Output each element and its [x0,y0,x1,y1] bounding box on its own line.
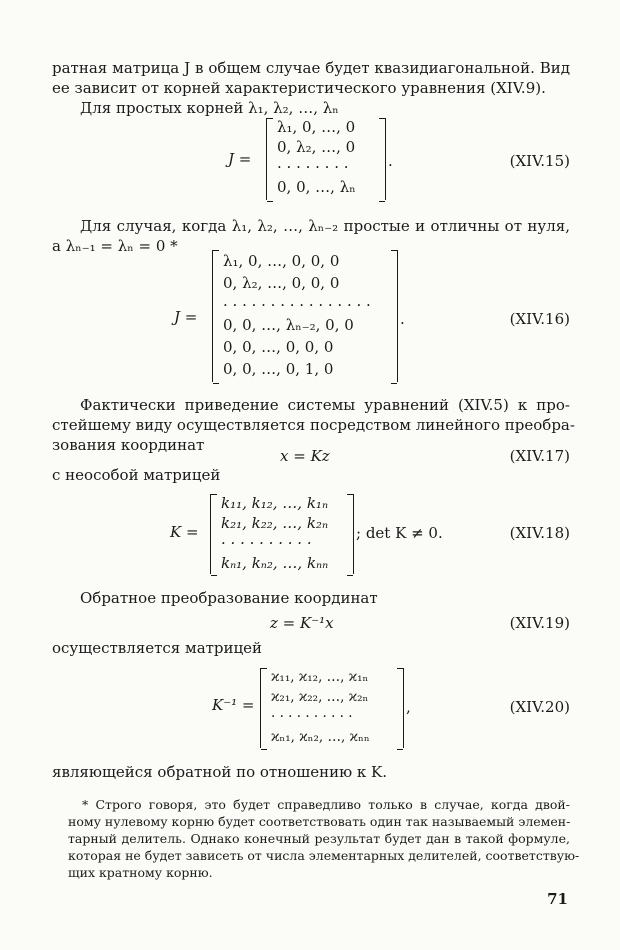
equation-number: (XIV.20) [509,698,570,716]
text-line: Для простых корней λ₁, λ₂, …, λₙ [80,99,339,117]
matrix-j-diagonal [266,118,386,200]
text-line: зования координат [52,436,205,454]
equation-lhs: J = [174,308,198,326]
equation-lhs: J = [228,150,252,168]
equation-lhs: K⁻¹ = [212,696,255,714]
footnote-line: которая не будет зависеть от числа элементарных делителей, соответствую- [68,848,580,863]
matrix-row: ϰₙ₁, ϰₙ₂, …, ϰₙₙ [271,729,370,745]
equation-tail: , [406,698,411,716]
matrix-row: 0, λ₂, …, 0, 0, 0 [223,274,340,292]
matrix-k-inverse [260,668,404,748]
matrix-row: k₁₁, k₁₂, …, k₁ₙ [221,494,329,512]
matrix-row: ϰ₁₁, ϰ₁₂, …, ϰ₁ₙ [271,669,369,685]
equation-number: (XIV.15) [509,152,570,170]
equation-number: (XIV.17) [509,447,570,465]
equation-formula: z = K⁻¹x [270,614,334,632]
matrix-row: ϰ₂₁, ϰ₂₂, …, ϰ₂ₙ [271,689,369,705]
text-line: стейшему виду осуществляется посредством линейного преобра- [52,416,575,434]
text-line: осуществляется матрицей [52,639,263,657]
matrix-row: 0, 0, …, λₙ [277,178,356,196]
matrix-row: · · · · · · · · · · · · · · · · [223,296,371,314]
matrix-row: kₙ₁, kₙ₂, …, kₙₙ [221,554,329,572]
text-line: а λₙ₋₁ = λₙ = 0 * [52,237,178,255]
footnote-line: ному нулевому корню будет соответствовать один так называемый элемен- [68,814,571,829]
matrix-row: 0, 0, …, 0, 0, 0 [223,338,334,356]
text-line: Фактически приведение системы уравнений (XIV.5) к про- [80,396,570,414]
matrix-k [210,494,354,574]
text-line: являющейся обратной по отношению к K. [52,763,388,781]
text-line: ее зависит от корней характеристического уравнения (XIV.9). [52,79,546,97]
footnote-line: * Строго говоря, это будет справедливо только в случае, когда двой- [82,797,570,812]
equation-tail: ; det K ≠ 0. [356,524,443,542]
page-number: 71 [547,890,568,908]
text-line: ратная матрица J в общем случае будет квазидиагональной. Вид [52,59,570,77]
equation-formula: x = Kz [280,447,330,465]
footnote [68,796,580,881]
matrix-row: 0, 0, …, λₙ₋₂, 0, 0 [223,316,354,334]
matrix-row: λ₁, 0, …, 0 [277,118,356,136]
matrix-row: k₂₁, k₂₂, …, k₂ₙ [221,514,329,532]
matrix-row: 0, λ₂, …, 0 [277,138,356,156]
equation-lhs: K = [170,523,199,541]
matrix-row: · · · · · · · · · · [221,534,312,552]
matrix-j-degenerate [212,250,398,382]
matrix-row: 0, 0, …, 0, 1, 0 [223,360,334,378]
equation-number: (XIV.19) [509,614,570,632]
matrix-row: λ₁, 0, …, 0, 0, 0 [223,252,340,270]
equation-number: (XIV.18) [509,524,570,542]
equation-number: (XIV.16) [509,310,570,328]
text-line: Обратное преобразование координат [80,589,378,607]
equation-tail: . [388,152,393,170]
matrix-row: · · · · · · · · · · [271,709,353,725]
footnote-line: тарный делитель. Однако конечный результат будет дан в такой формуле, [68,831,570,846]
equation-tail: . [400,310,405,328]
footnote-line: щих кратному корню. [68,865,213,880]
matrix-row: · · · · · · · · [277,158,349,176]
text-line: Для случая, когда λ₁, λ₂, …, λₙ₋₂ простые и отличны от нуля, [80,217,570,235]
text-line: с неособой матрицей [52,466,221,484]
